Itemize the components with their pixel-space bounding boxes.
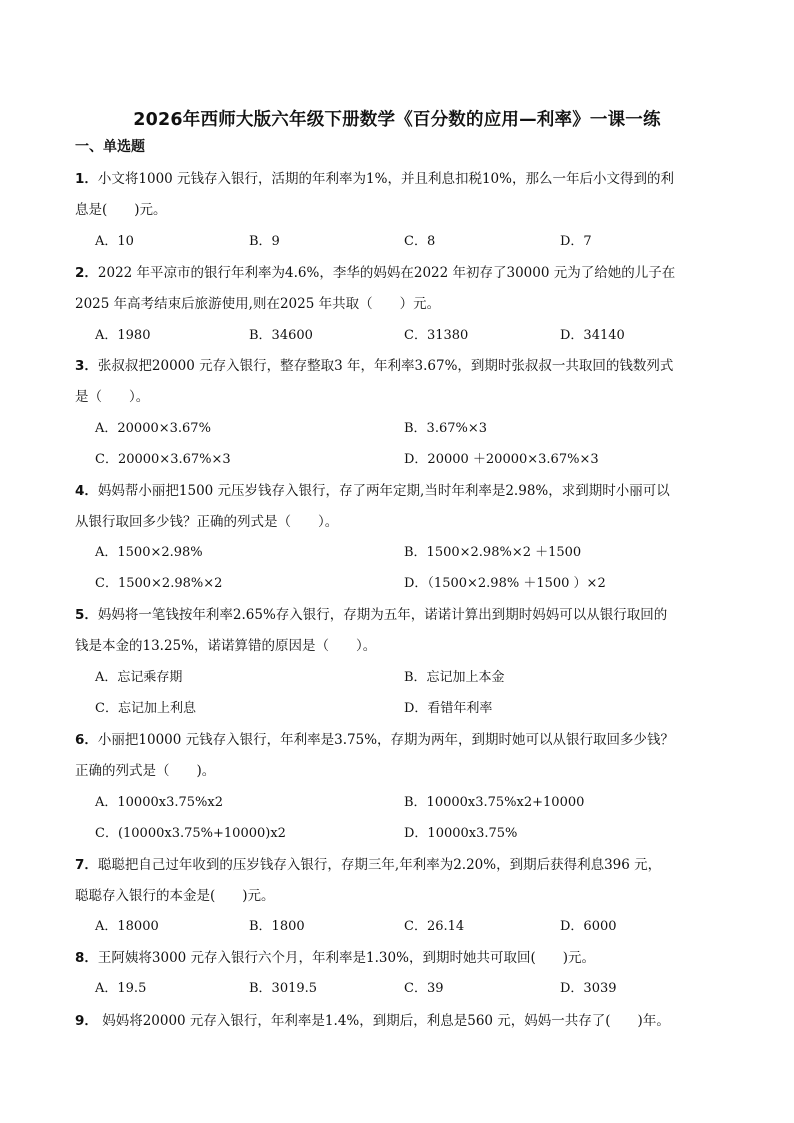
question-7-option-b[interactable]: B．1800 xyxy=(249,919,305,934)
question-number: 3． xyxy=(75,358,98,374)
question-8-line-1 xyxy=(75,946,595,966)
question-text: 妈妈将一笔钱按年利率2.65%存入银行，存期为五年，诺诺计算出到期时妈妈可以从银行取回的 xyxy=(97,607,668,623)
question-3-option-a[interactable]: A．20000×3.67% xyxy=(95,421,211,436)
question-number: 5． xyxy=(75,607,98,623)
question-2-option-a[interactable]: A．1980 xyxy=(95,328,151,343)
question-text: 2022 年平凉市的银行年利率为4.6%，李华的妈妈在2022 年初存了30000 元为了给她的儿子在 xyxy=(97,265,676,281)
question-4-option-a[interactable]: A．1500×2.98% xyxy=(95,545,203,560)
question-number: 2． xyxy=(75,265,98,281)
question-7-option-d[interactable]: D．6000 xyxy=(560,919,617,934)
question-text: 小文将1000 元钱存入银行，活期的年利率为1%，并且利息扣税10%，那么一年后小文得到的利 xyxy=(97,171,674,187)
question-text: 妈妈将20000 元存入银行，年利率是1.4%，到期后，利息是560 元，妈妈一共存了( )年。 xyxy=(97,1013,670,1029)
question-6-option-d[interactable]: D．10000x3.75% xyxy=(404,826,518,841)
question-1-line-2: 息是( )元。 xyxy=(75,202,167,218)
section-heading: 一、单选题 xyxy=(75,139,145,155)
question-5-option-c[interactable]: C．忘记加上利息 xyxy=(95,701,196,716)
question-1-option-c[interactable]: C．8 xyxy=(404,234,436,249)
question-text: 王阿姨将3000 元存入银行六个月，年利率是1.30%，到期时她共可取回( )元。 xyxy=(97,950,595,966)
question-4-option-b[interactable]: B．1500×2.98%×2 ＋1500 xyxy=(404,545,582,560)
question-7-option-c[interactable]: C．26.14 xyxy=(404,919,465,934)
question-4-line-1 xyxy=(75,479,670,499)
question-7-line-2: 聪聪存入银行的本金是( )元。 xyxy=(75,888,275,904)
question-text: 妈妈帮小丽把1500 元压岁钱存入银行，存了两年定期,当时年利率是2.98%，求到期时小丽可以 xyxy=(97,483,670,499)
question-5-line-2: 钱是本金的13.25%，诺诺算错的原因是（ ）。 xyxy=(75,638,377,654)
question-8-option-a[interactable]: A．19.5 xyxy=(95,981,147,996)
question-4-option-d[interactable]: D．（1500×2.98% ＋1500 ）×2 xyxy=(404,576,606,591)
question-1-line-1 xyxy=(75,167,674,187)
question-6-option-a[interactable]: A．10000x3.75%x2 xyxy=(95,795,223,810)
question-7-line-1 xyxy=(75,853,661,873)
question-text: 小丽把10000 元钱存入银行，年利率是3.75%，存期为两年，到期时她可以从银行取回多少钱？ xyxy=(97,732,675,748)
question-1-option-a[interactable]: A．10 xyxy=(95,234,134,249)
question-2-line-1 xyxy=(75,261,675,281)
question-number: 9． xyxy=(75,1013,98,1029)
question-number: 6． xyxy=(75,732,98,748)
question-1-option-d[interactable]: D．7 xyxy=(560,234,592,249)
question-3-option-b[interactable]: B．3.67%×3 xyxy=(404,421,488,436)
question-2-option-c[interactable]: C．31380 xyxy=(404,328,469,343)
question-9-line-1 xyxy=(75,1009,670,1029)
question-6-line-1 xyxy=(75,728,674,748)
question-text: 张叔叔把20000 元存入银行，整存整取3 年，年利率3.67%，到期时张叔叔一共取回的钱数列式 xyxy=(97,358,674,374)
question-3-option-c[interactable]: C．20000×3.67%×3 xyxy=(95,452,231,467)
page-title: 2026年西师大版六年级下册数学《百分数的应用—利率》一课一练 xyxy=(133,110,661,130)
question-4-line-2: 从银行取回多少钱？正确的列式是（ ）。 xyxy=(75,514,339,530)
question-3-option-d[interactable]: D．20000 ＋20000×3.67%×3 xyxy=(404,452,599,467)
question-6-option-c[interactable]: C．(10000x3.75%+10000)x2 xyxy=(95,826,286,841)
question-1-option-b[interactable]: B．9 xyxy=(249,234,280,249)
question-number: 7． xyxy=(75,857,98,873)
question-number: 1． xyxy=(75,171,98,187)
question-6-option-b[interactable]: B．10000x3.75%x2+10000 xyxy=(404,795,585,810)
question-3-line-2: 是（ ）。 xyxy=(75,389,150,405)
question-8-option-b[interactable]: B．3019.5 xyxy=(249,981,318,996)
question-6-line-2: 正确的列式是（ )。 xyxy=(75,763,216,779)
question-7-option-a[interactable]: A．18000 xyxy=(95,919,159,934)
question-2-line-2: 2025 年高考结束后旅游使用,则在2025 年共取（ ）元。 xyxy=(75,296,441,312)
question-8-option-c[interactable]: C．39 xyxy=(404,981,444,996)
question-4-option-c[interactable]: C．1500×2.98%×2 xyxy=(95,576,223,591)
question-3-line-1 xyxy=(75,354,673,374)
question-5-option-b[interactable]: B．忘记加上本金 xyxy=(404,670,505,685)
question-2-option-d[interactable]: D．34140 xyxy=(560,328,625,343)
question-number: 4． xyxy=(75,483,98,499)
question-5-option-a[interactable]: A．忘记乘存期 xyxy=(95,670,183,685)
question-8-option-d[interactable]: D．3039 xyxy=(560,981,617,996)
question-2-option-b[interactable]: B．34600 xyxy=(249,328,313,343)
question-5-option-d[interactable]: D．看错年利率 xyxy=(404,701,493,716)
question-text: 聪聪把自己过年收到的压岁钱存入银行，存期三年,年利率为2.20%，到期后获得利息396 元， xyxy=(97,857,662,873)
question-number: 8． xyxy=(75,950,98,966)
question-5-line-1 xyxy=(75,603,667,623)
